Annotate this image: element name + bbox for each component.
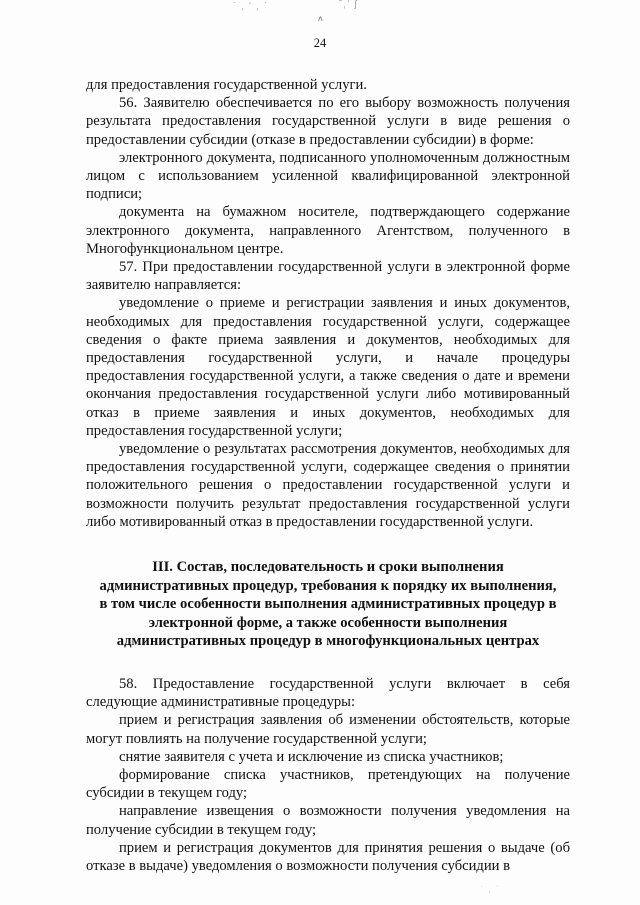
paragraph: снятие заявителя с учета и исключение из списка участников;: [119, 748, 504, 765]
page-number: 24: [313, 36, 327, 50]
section-heading-line: административных процедур, требования к порядку их выполнения,: [99, 577, 557, 594]
paragraph: уведомление о результатах рассмотрения документов, необходимых для предоставления государственной услуги, содержащее сведения о принятии положительного решения о предоставлении государственной услуги и возможности получить результат предоставления государственной услуги либо мотивированный отказ в предоставлении государственной услуги.: [86, 441, 570, 530]
section-heading-line: административных процедур в многофункциональных центрах: [116, 633, 540, 650]
section-heading-line: электронной форме, а также особенности выполнения: [148, 614, 508, 631]
paragraph: документа на бумажном носителе, подтверждающего содержание электронного документа, направленного Агентством, полученного в Многофункциональном центре.: [86, 204, 570, 257]
document-body: [86, 76, 570, 875]
section-heading-line: III. Состав, последовательность и сроки выполнения: [152, 559, 504, 576]
scan-artifact: ˙ ˌ ˈ ˌ ˙: [232, 2, 269, 12]
paragraph: прием и регистрация заявления об изменении обстоятельств, которые могут повлиять на получение государственной услуги;: [86, 712, 570, 747]
paragraph: для предоставления государственной услуги.: [86, 77, 367, 93]
paragraph: электронного документа, подписанного уполномоченным должностным лицом с использованием усиленной квалифицированной электронной подписи;: [86, 149, 570, 203]
paragraph: 56. Заявителю обеспечивается по его выбору возможность получения результата предоставления государственной услуги в виде решения о предоставлении субсидии (отказе в предоставлении субсидии) в форме:: [86, 95, 570, 148]
paragraph: прием и регистрация документов для принятия решения о выдаче (об отказе в выдаче) уведомления о возможности получения субсидии в: [86, 839, 570, 875]
paragraph: направление извещения о возможности получения уведомления на получение субсидии в текущем году;: [86, 803, 570, 838]
paragraph: 57. При предоставлении государственной услуги в электронной форме заявителю направляется:: [86, 259, 570, 294]
paragraph: формирование списка участников, претендующих на получение субсидии в текущем году;: [86, 767, 570, 802]
paragraph: уведомление о приеме и регистрации заявления и иных документов, необходимых для предоставления государственной услуги, содержащее сведения о факте приема заявления и документов, необходимых для предоставления государственной услуги, и начале процедуры предоставления государственной услуги, а также сведения о дате и времени окончания предоставления государственной услуги либо мотивированный отказ в приеме заявления и иных документов, необходимых для предоставления государственной услуги;: [86, 295, 570, 439]
section-heading: [86, 558, 570, 651]
scan-artifact: ʌ: [318, 14, 324, 23]
section-heading-line: в том числе особенности выполнения административных процедур в: [99, 596, 557, 613]
scan-artifact: ˙ ˌ ˙: [480, 885, 501, 894]
scan-artifact: ˜ˌˈ ʃ: [338, 0, 359, 10]
paragraph: 58. Предоставление государственной услуги включает в себя следующие административные процедуры:: [86, 676, 570, 711]
